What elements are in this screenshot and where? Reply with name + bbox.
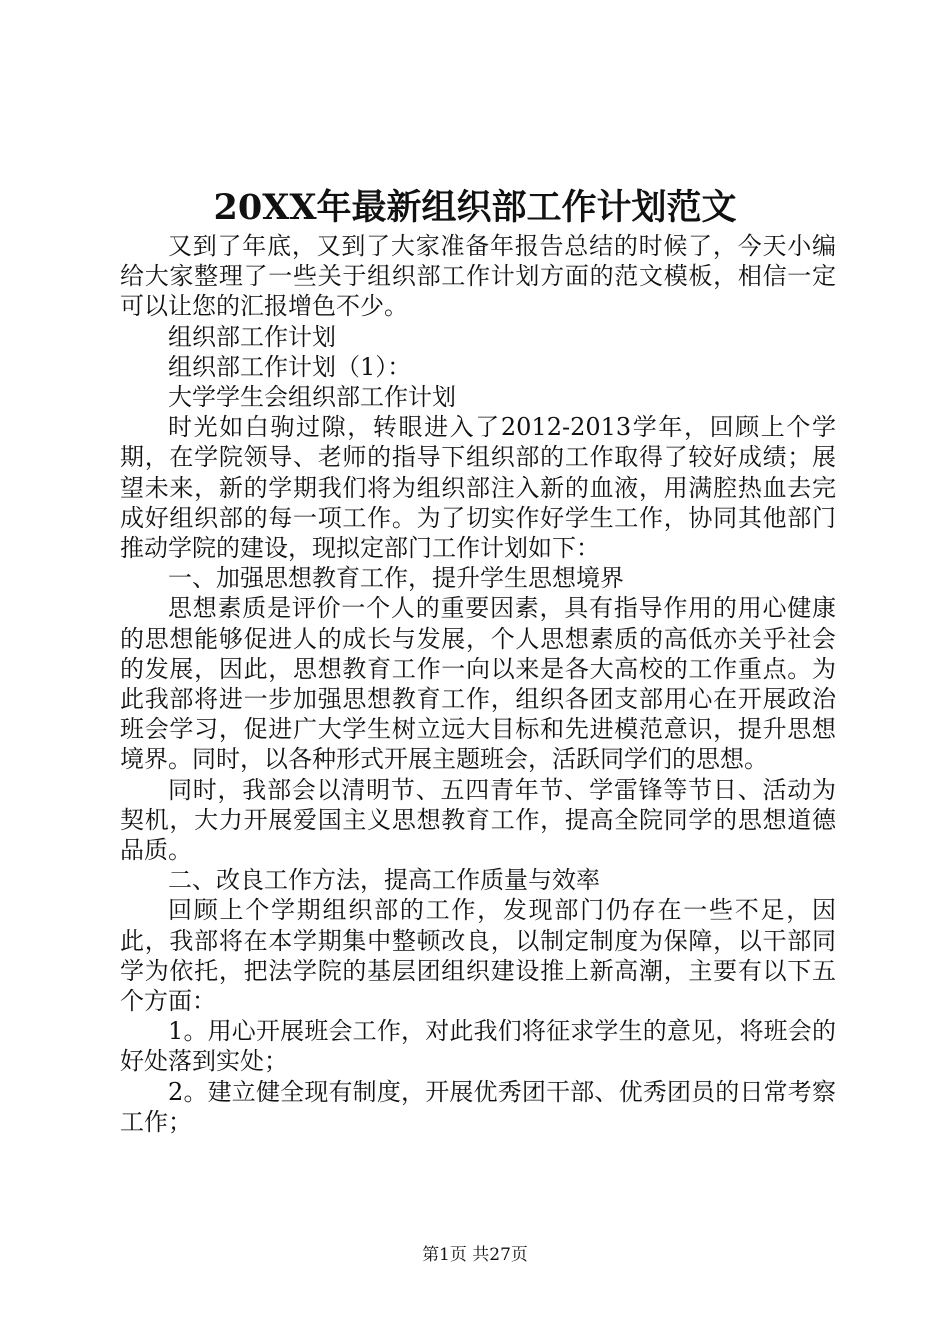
heading-student-union-plan: 大学学生会组织部工作计划 (168, 383, 456, 412)
paragraph-review: 回顾上个学期组织部的工作，发现部门仍存在一些不足，因此，我部将在本学期集中整顿改良，以制定制度为保障，以干部同学为依托，把法学院的基层团组织建设推上新高潮，主要有以下五个方面： (120, 896, 836, 1016)
document-title: 20XX年最新组织部工作计划范文 (213, 187, 737, 228)
heading-plan: 组织部工作计划 (168, 322, 336, 351)
paragraph-ideology: 思想素质是评价一个人的重要因素，具有指导作用的用心健康的思想能够促进人的成长与发展，个人思想素质的高低亦关乎社会的发展，因此，思想教育工作一向以来是各大高校的工作重点。为此我部将进一步加强思想教育工作，组织各团支部用心在开展政治班会学习，促进广大学生树立远大目标和先进模范意识，提升思想境界。同时，以各种形式开展主题班会，活跃同学们的思想。 (120, 594, 836, 774)
page-footer: 第1页 共27页 (422, 1245, 528, 1265)
list-item-1: 1。用心开展班会工作，对此我们将征求学生的意见，将班会的好处落到实处； (120, 1017, 836, 1076)
section-heading-2: 二、改良工作方法，提高工作质量与效率 (168, 866, 600, 895)
document-body (120, 231, 836, 1137)
heading-plan-1: 组织部工作计划（1）： (168, 352, 412, 381)
paragraph-overview: 时光如白驹过隙，转眼进入了2012-2013学年，回顾上个学期，在学院领导、老师的指导下组织部的工作取得了较好成绩；展望未来，新的学期我们将为组织部注入新的血液，用满腔热血去完成好组织部的每一项工作。为了切实作好学生工作，协同其他部门推动学院的建设，现拟定部门工作计划如下： (120, 413, 836, 563)
paragraph-intro: 又到了年底，又到了大家准备年报告总结的时候了，今天小编给大家整理了一些关于组织部工作计划方面的范文模板，相信一定可以让您的汇报增色不少。 (120, 232, 836, 321)
section-heading-1: 一、加强思想教育工作，提升学生思想境界 (168, 564, 624, 593)
list-item-2: 2。建立健全现有制度，开展优秀团干部、优秀团员的日常考察工作； (120, 1077, 836, 1136)
paragraph-festivals: 同时，我部会以清明节、五四青年节、学雷锋等节日、活动为契机，大力开展爱国主义思想教育工作，提高全院同学的思想道德品质。 (120, 775, 836, 865)
